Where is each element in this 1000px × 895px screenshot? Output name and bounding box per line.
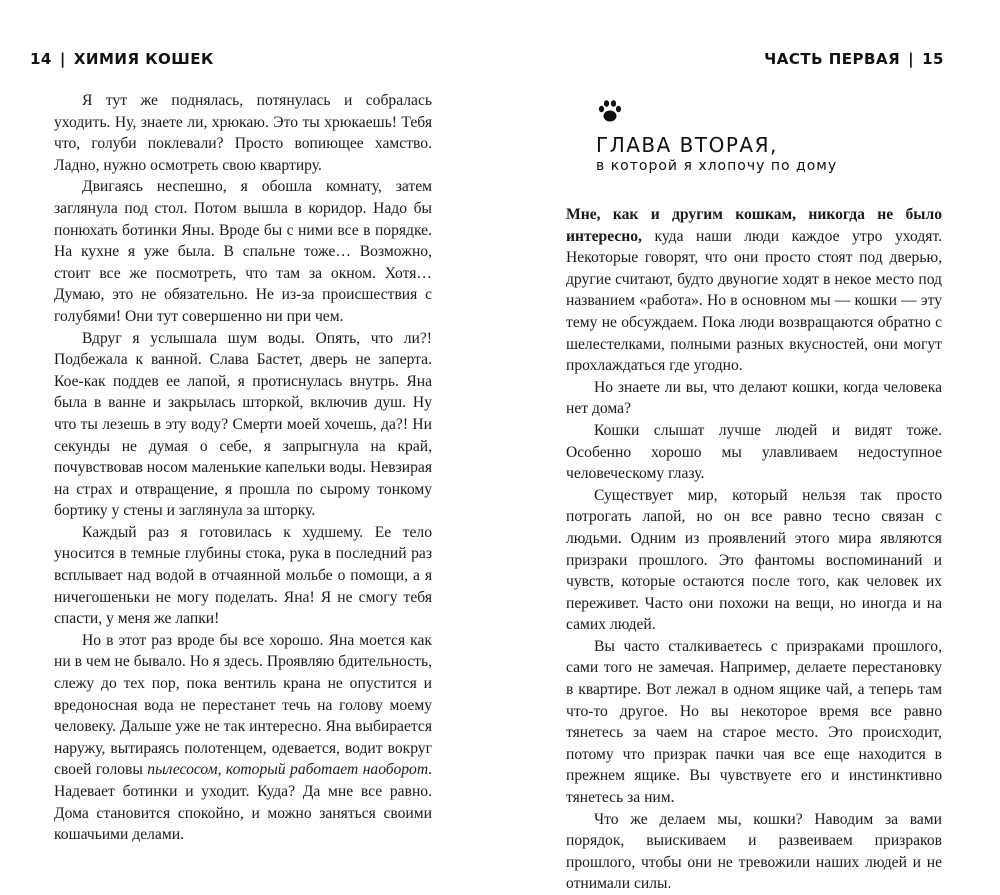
paragraph: Вы часто сталкиваетесь с призраками прошлого, сами того не замечая. Например, делаете перестановку в квартире. Вот лежал в одном ящике чай, а теперь там что-то другое. Но вы некоторое время все равно тянетесь за чаем на старое место. Это происходит, потому что призрак пачки чая все еще находится в прежнем ящике. Вы чувствуете его и инстинктивно тянетесь за ним. bbox=[566, 637, 942, 807]
page-number: 14 bbox=[30, 50, 52, 68]
paragraph bbox=[54, 630, 432, 846]
paragraph: Что же делаем мы, кошки? Наводим за вами порядок, выискиваем и развеиваем призраков прошлого, чтобы они не тревожили наших людей и не отнимали силы. bbox=[566, 810, 942, 893]
book-title: ХИМИЯ КОШЕК bbox=[73, 50, 214, 68]
chapter-subtitle: в которой я хлопочу по дому bbox=[596, 158, 838, 174]
left-page bbox=[0, 0, 500, 844]
right-page bbox=[500, 0, 1000, 893]
chapter-title: ГЛАВА ВТОРАЯ, bbox=[596, 133, 778, 157]
paragraph: Двигаясь неспешно, я обошла комнату, затем заглянула под стол. Потом вышла в коридор. Надо бы понюхать ботинки Яны. Вроде бы с ними все в порядке. На кухне я уже была. В спальне тоже… Возможно, стоит все же посмотреть, что там за окном. Хотя… Думаю, это не обязательно. Не из-за происшествия с голубями! Они тут совершенно ни при чем. bbox=[54, 178, 432, 325]
paragraph: Я тут же поднялась, потянулась и собралась уходить. Ну, знаете ли, хрюкаю. Это ты хрюкаешь! Тебя что, голуби поклевали? Просто вопиющее хамство. Ладно, нужно осмотреть свою квартиру. bbox=[54, 92, 432, 174]
italic-phrase: пылесосом, который работает наоборот bbox=[147, 761, 429, 779]
paragraph: Каждый раз я готовилась к худшему. Ее тело уносится в темные глубины стока, рука в последний раз всплывает над водой в отчаянной мольбе о помощи, а я ничегошеньки не могу поделать. Яна! Я не смогу тебя спасти, у меня же лапки! bbox=[54, 523, 432, 628]
lead-bold: Мне, как и другим кошкам, никогда не было интересно, bbox=[566, 206, 942, 245]
paragraph: Существует мир, который нельзя так просто потрогать лапой, но он все равно тесно связан с людьми. Одним из проявлений этого мира являются призраки прошлого. Это фантомы воспоминаний и чувств, которые остаются после того, как человек их переживет. Часто они похожи на вещи, но иногда и на самих людей. bbox=[566, 486, 942, 634]
running-header-right bbox=[764, 50, 944, 68]
left-body-text bbox=[54, 90, 432, 846]
page-number: 15 bbox=[922, 50, 944, 68]
right-body-text bbox=[566, 204, 942, 895]
paragraph: Кошки слышат лучше людей и видят тоже. Особенно хорошо мы улавливаем недоступное человеческому глазу. bbox=[566, 421, 942, 483]
lead-text: куда наши люди каждое утро уходят. Некоторые говорят, что они просто стоят под дверью, другие считают, будто двуногие ходят в некое место под названием «работа». Но в основном мы — кошки — эту тему не обсуждаем. Пока люди возвращаются обратно с шелестелками, полными разных вкусностей, они могут прохлаждаться где угодно. bbox=[566, 227, 942, 375]
paragraph: Но знаете ли вы, что делают кошки, когда человека нет дома? bbox=[566, 378, 942, 418]
lead-paragraph bbox=[566, 204, 942, 377]
part-title: ЧАСТЬ ПЕРВАЯ bbox=[764, 50, 901, 68]
running-header-left bbox=[30, 50, 214, 68]
paragraph-text: Но в этот раз вроде бы все хорошо. Яна моется как ни в чем не бывало. Но я здесь. Проявляю бдительность, слежу до тех пор, пока вентиль крана не опустится и вредоносная вода не перестанет течь на голову моему человеку. Дальше уже не так интересно. Яна выбирается наружу, вытираясь полотенцем, одевается, водит вокруг своей головы bbox=[54, 631, 432, 779]
header-separator: | bbox=[908, 50, 915, 68]
paragraph-text: . Надевает ботинки и уходит. Куда? Да мне все равно. Дома становится спокойно, и можно заняться своими кошачьими делами. bbox=[54, 761, 433, 844]
header-separator: | bbox=[59, 50, 66, 68]
paw-print-icon bbox=[596, 97, 624, 125]
paragraph: Вдруг я услышала шум воды. Опять, что ли?! Подбежала к ванной. Слава Бастет, дверь не заперта. Кое-как поддев ее лапой, я протиснулась внутрь. Яна была в ванне и закрылась шторкой, включив душ. Ну что ты лезешь в эту воду? Смерти моей хочешь, да?! Ни секунды не думая о себе, я запрыгнула на край, почувствовав носом маленькие капельки воды. Невзирая на страх и отвращение, я прошла по сырому тонкому бортику у стены и заглянула за шторку. bbox=[54, 329, 433, 520]
